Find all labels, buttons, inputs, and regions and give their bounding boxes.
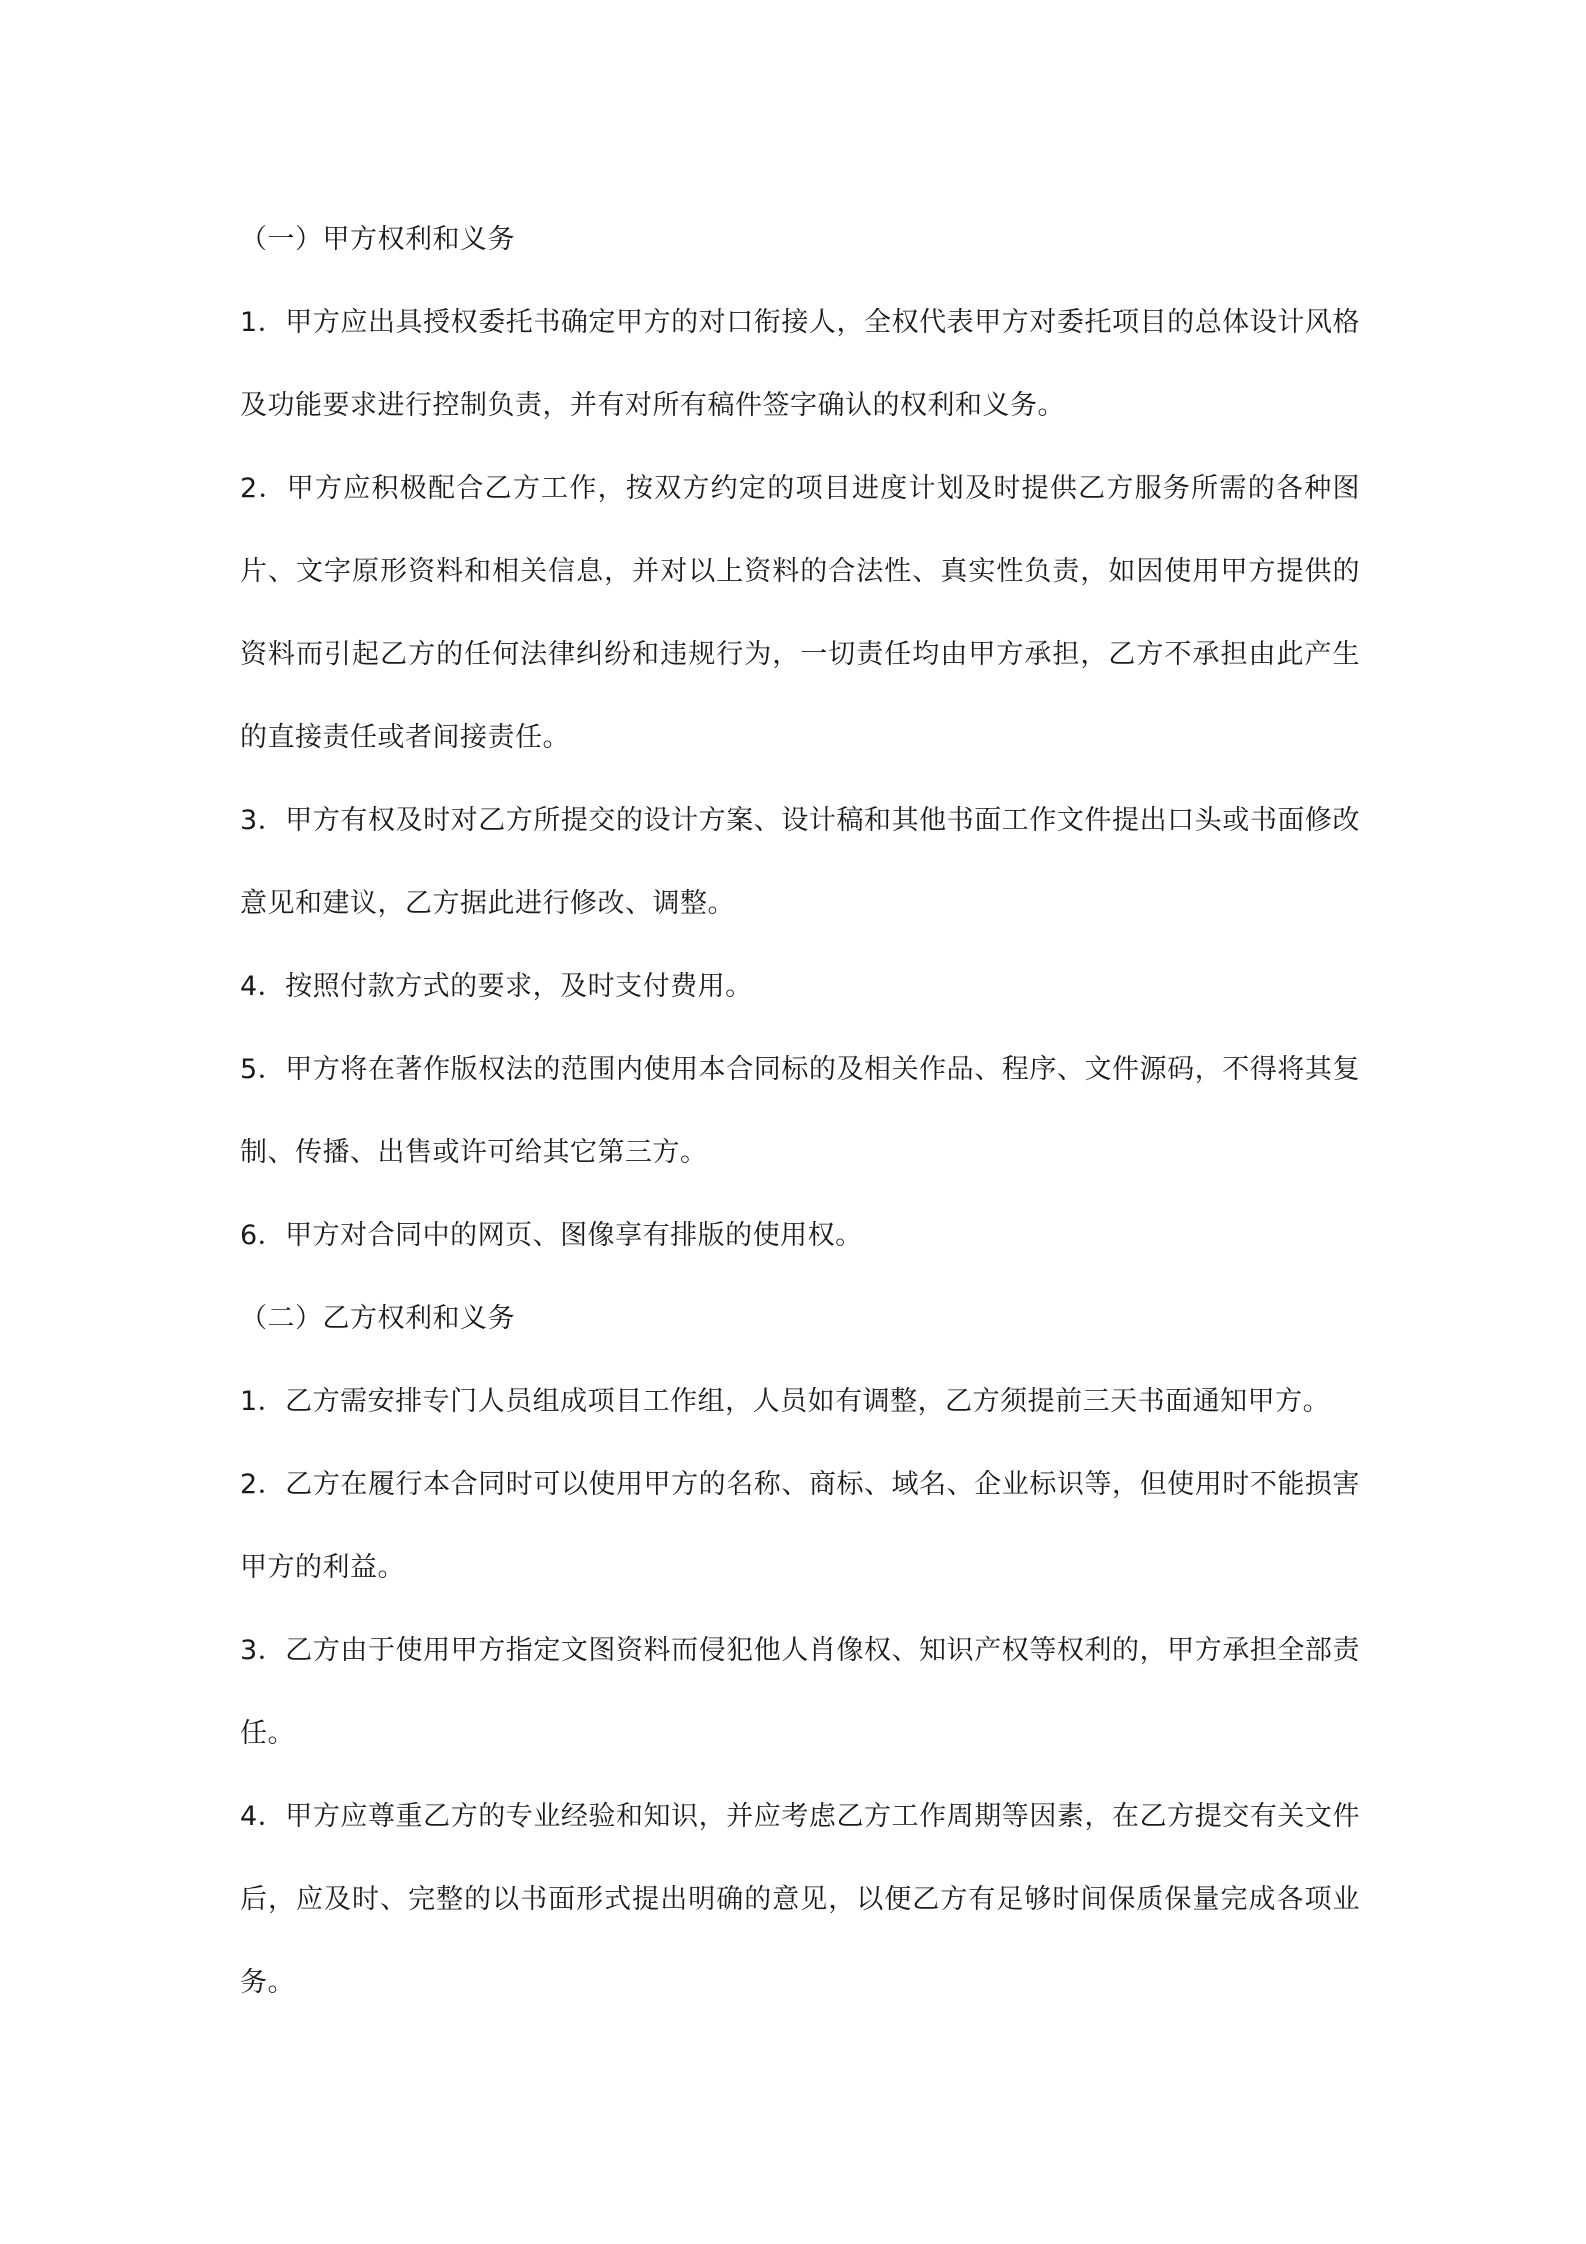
party-b-clause-1: 1．乙方需安排专门人员组成项目工作组，人员如有调整，乙方须提前三天书面通知甲方。: [240, 1386, 1331, 1417]
party-b-clause-2: 2．乙方在履行本合同时可以使用甲方的名称、商标、域名、企业标识等，但使用时不能损害甲方的利益。: [240, 1469, 1360, 1583]
section-heading-party-a: （一）甲方权利和义务: [240, 224, 515, 255]
party-a-clause-6: 6．甲方对合同中的网页、图像享有排版的使用权。: [240, 1220, 863, 1251]
party-a-clause-3: 3．甲方有权及时对乙方所提交的设计方案、设计稿和其他书面工作文件提出口头或书面修改意见和建议，乙方据此进行修改、调整。: [240, 805, 1360, 919]
document-body: [240, 198, 1360, 2024]
party-a-clause-4: 4．按照付款方式的要求，及时支付费用。: [240, 971, 753, 1002]
party-a-clause-5: 5．甲方将在著作版权法的范围内使用本合同标的及相关作品、程序、文件源码，不得将其复制、传播、出售或许可给其它第三方。: [240, 1054, 1360, 1168]
section-heading-party-b: （二）乙方权利和义务: [240, 1303, 515, 1334]
party-a-clause-2: 2．甲方应积极配合乙方工作，按双方约定的项目进度计划及时提供乙方服务所需的各种图片、文字原形资料和相关信息，并对以上资料的合法性、真实性负责，如因使用甲方提供的资料而引起乙方的任何法律纠纷和违规行为，一切责任均由甲方承担，乙方不承担由此产生的直接责任或者间接责任。: [240, 473, 1360, 753]
party-a-clause-1: 1．甲方应出具授权委托书确定甲方的对口衔接人，全权代表甲方对委托项目的总体设计风格及功能要求进行控制负责，并有对所有稿件签字确认的权利和义务。: [240, 307, 1360, 421]
party-b-clause-4: 4．甲方应尊重乙方的专业经验和知识，并应考虑乙方工作周期等因素，在乙方提交有关文件后，应及时、完整的以书面形式提出明确的意见，以便乙方有足够时间保质保量完成各项业务。: [240, 1801, 1360, 1998]
party-b-clause-3: 3．乙方由于使用甲方指定文图资料而侵犯他人肖像权、知识产权等权利的，甲方承担全部责任。: [240, 1635, 1360, 1749]
